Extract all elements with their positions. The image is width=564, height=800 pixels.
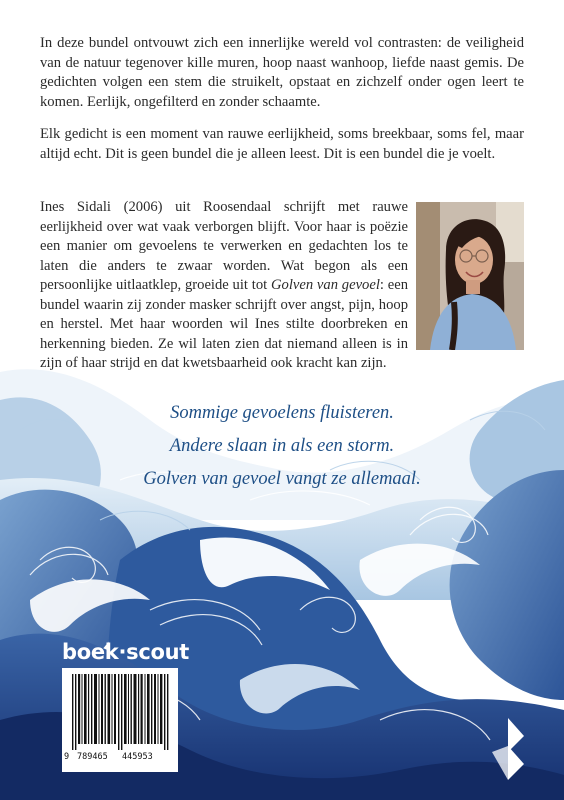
intro-paragraph-2: Elk gedicht is een moment van rauwe eerlijkheid, soms breekbaar, soms fel, maar altijd echt. Dit is geen bundel die je alleen leest. Dit is een bundel die je voelt.: [40, 126, 524, 162]
quote-line-1: Sommige gevoelens fluisteren.: [170, 403, 394, 423]
author-bio: [40, 198, 408, 374]
bio-text-after-title: : een bundel waarin zij zonder masker schrijft over angst, pijn, hoop en herstel. Met haar woorden wil Ines stilte doorbreken en herkenning bieden. Ze wil laten zien dat niemand alleen is in zijn of haar strijd en dat kwetsbaarheid ook kracht kan zijn.: [40, 277, 408, 371]
barcode-digits-left: 789465: [77, 752, 108, 762]
intro-paragraph-1: In deze bundel ontvouwt zich een innerlijke wereld vol contrasten: de veiligheid van de natuur tegenover kille muren, hoop naast wanhoop, liefde naast gemis. De gedichten volgen een stem die struikelt, opstaat en zichzelf onder ogen leert te komen. Eerlijk, ongefilterd en zonder schaamte.: [40, 35, 524, 110]
barcode-digit-first: 9: [64, 752, 70, 762]
publisher-logo: boek·scout: [62, 640, 190, 664]
bio-text-before-title: Ines Sidali (2006) uit Roosendaal schrijft met rauwe eerlijkheid over wat vaak verborgen blijft. Voor haar is poëzie een manier om gevoelens te verwerken en gedachten los te laten die anders te zwaar worden. Wat begon als een persoonlijke uitlaatklep, groeide uit tot: [40, 199, 408, 293]
quote-line-3: Golven van gevoel vangt ze allemaal.: [143, 469, 421, 489]
book-title: Golven van gevoel: [270, 277, 380, 293]
publisher-mark-icon: [482, 716, 534, 782]
barcode-icon: [68, 674, 172, 750]
barcode-digits-right: 445953: [122, 752, 153, 762]
barcode: [62, 668, 178, 772]
author-photo: [416, 202, 524, 350]
quote-line-2: Andere slaan in als een storm.: [169, 436, 395, 456]
